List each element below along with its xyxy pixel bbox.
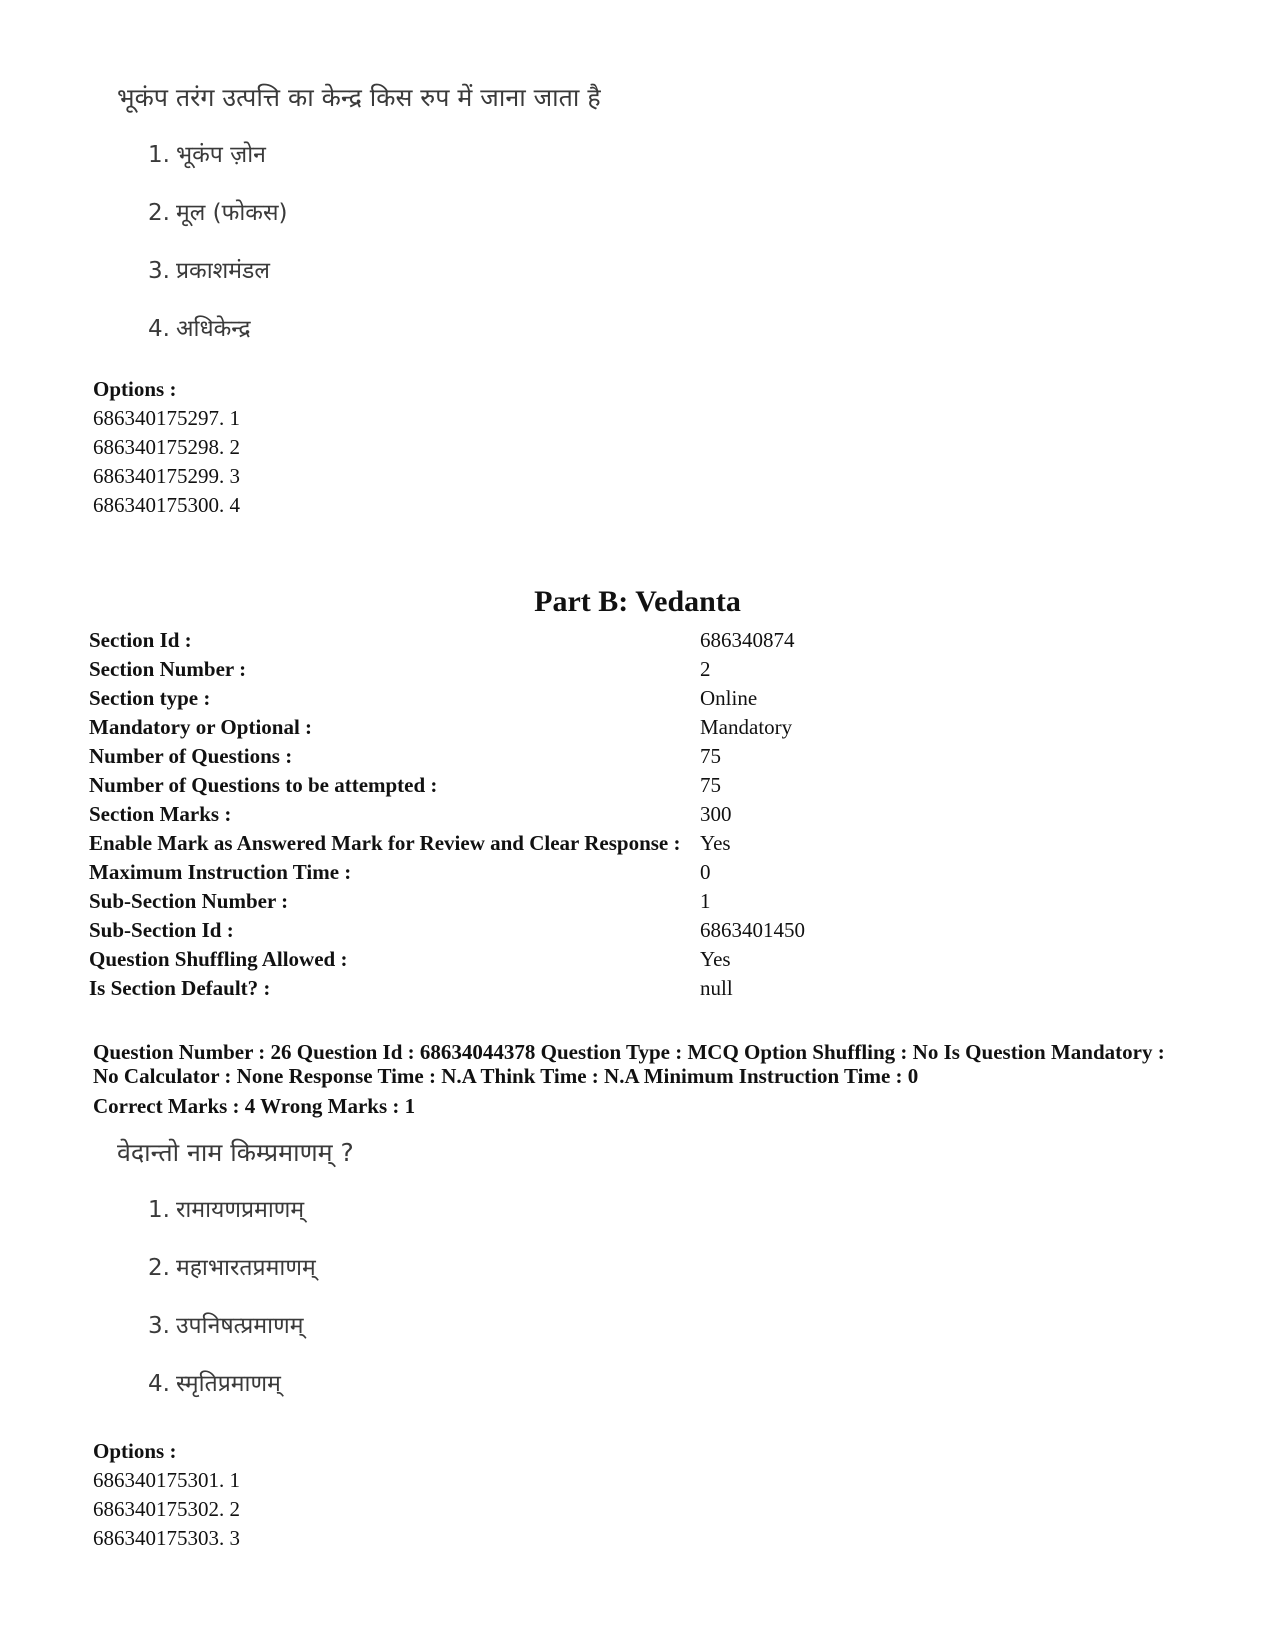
section-value: 75 — [700, 744, 721, 768]
question-2 — [117, 1137, 354, 1425]
section-value: Online — [700, 686, 758, 710]
options-label: Options : — [93, 1439, 177, 1463]
choice-number: 1. — [148, 1197, 170, 1223]
choice-text: अधिकेन्द्र — [175, 316, 251, 342]
section-value: 686340874 — [700, 628, 795, 652]
option-line: 686340175302. 2 — [93, 1497, 240, 1521]
options-label: Options : — [93, 377, 177, 401]
question-1-text: भूकंप तरंग उत्पत्ति का केन्द्र किस रुप में जाना जाता है — [117, 83, 601, 112]
section-key: Question Shuffling Allowed : — [89, 947, 348, 971]
section-key: Section Number : — [89, 657, 247, 681]
choice-item — [117, 138, 601, 196]
table-row — [89, 945, 805, 974]
choice-text: स्मृतिप्रमाणम् — [175, 1371, 281, 1397]
choice-item — [117, 254, 601, 312]
option-line: 686340175297. 1 — [93, 406, 240, 430]
question-1 — [117, 82, 601, 370]
choice-number: 2. — [148, 1255, 170, 1281]
question-1-choices — [117, 138, 601, 370]
table-row — [89, 713, 805, 742]
choice-item — [117, 1309, 354, 1367]
choice-text: महाभारतप्रमाणम् — [175, 1255, 316, 1281]
question-meta-line: Question Number : 26 Question Id : 68634044378 Question Type : MCQ Option Shuffling : No Is Question Mandatory : — [93, 1040, 1165, 1064]
table-row — [89, 771, 805, 800]
section-key: Mandatory or Optional : — [89, 715, 313, 739]
table-row — [89, 887, 805, 916]
table-row — [89, 742, 805, 771]
section-value: 2 — [700, 657, 711, 681]
section-value: 0 — [700, 860, 711, 884]
choice-item — [117, 1251, 354, 1309]
option-line: 686340175300. 4 — [93, 493, 240, 517]
section-key: Section type : — [89, 686, 211, 710]
table-row — [89, 974, 805, 1003]
choice-number: 4. — [148, 1371, 170, 1397]
section-key: Sub-Section Number : — [89, 889, 289, 913]
section-key: Enable Mark as Answered Mark for Review and Clear Response : — [89, 831, 681, 855]
section-value: 300 — [700, 802, 732, 826]
section-details-table — [89, 626, 805, 1003]
table-row — [89, 916, 805, 945]
option-line: 686340175303. 3 — [93, 1526, 240, 1550]
section-key: Number of Questions to be attempted : — [89, 773, 438, 797]
table-row — [89, 800, 805, 829]
section-value: Yes — [700, 947, 731, 971]
choice-text: उपनिषत्प्रमाणम् — [175, 1313, 304, 1339]
section-key: Sub-Section Id : — [89, 918, 234, 942]
section-value: Yes — [700, 831, 731, 855]
choice-number: 2. — [148, 200, 170, 226]
section-value: 75 — [700, 773, 721, 797]
choice-item — [117, 1367, 354, 1425]
section-key: Maximum Instruction Time : — [89, 860, 352, 884]
question-marks: Correct Marks : 4 Wrong Marks : 1 — [93, 1094, 416, 1118]
choice-text: प्रकाशमंडल — [175, 258, 270, 284]
choice-text: रामायणप्रमाणम् — [175, 1197, 305, 1223]
choice-item — [117, 312, 601, 370]
option-line: 686340175301. 1 — [93, 1468, 240, 1492]
table-row — [89, 829, 805, 858]
question-2-choices — [117, 1193, 354, 1425]
table-row — [89, 684, 805, 713]
choice-number: 3. — [148, 1313, 170, 1339]
table-row — [89, 655, 805, 684]
section-value: 6863401450 — [700, 918, 805, 942]
choice-number: 1. — [148, 142, 170, 168]
section-key: Section Marks : — [89, 802, 232, 826]
question-2-text: वेदान्तो नाम किम्प्रमाणम् ? — [117, 1138, 354, 1167]
table-row — [89, 626, 805, 655]
section-key: Is Section Default? : — [89, 976, 271, 1000]
question-2-options — [93, 1437, 240, 1553]
choice-text: मूल (फोकस) — [175, 200, 288, 226]
part-title: Part B: Vedanta — [534, 585, 741, 618]
question-1-options — [93, 375, 240, 520]
section-key: Number of Questions : — [89, 744, 293, 768]
section-value: 1 — [700, 889, 711, 913]
choice-text: भूकंप ज़ोन — [175, 142, 266, 168]
choice-item — [117, 196, 601, 254]
table-row — [89, 858, 805, 887]
choice-number: 3. — [148, 258, 170, 284]
question-2-meta — [93, 1040, 1203, 1118]
choice-number: 4. — [148, 316, 170, 342]
choice-item — [117, 1193, 354, 1251]
option-line: 686340175298. 2 — [93, 435, 240, 459]
section-value: null — [700, 976, 733, 1000]
section-value: Mandatory — [700, 715, 793, 739]
question-meta-line: No Calculator : None Response Time : N.A Think Time : N.A Minimum Instruction Time : 0 — [93, 1064, 919, 1088]
option-line: 686340175299. 3 — [93, 464, 240, 488]
section-key: Section Id : — [89, 628, 192, 652]
